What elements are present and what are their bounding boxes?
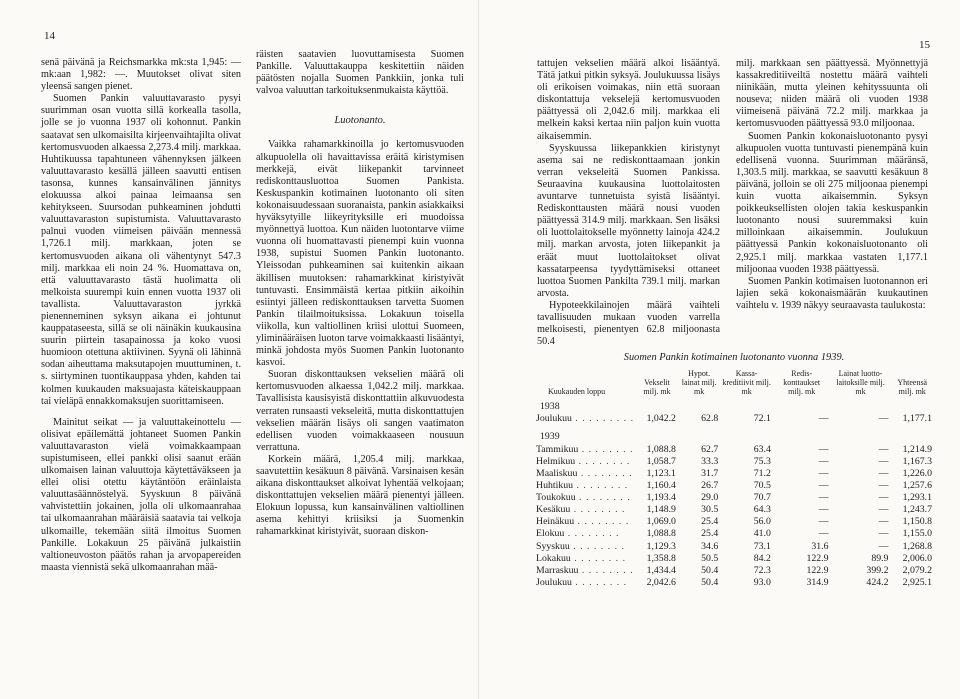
- table-row: [534, 564, 934, 576]
- paragraph: Vaikka rahamarkkinoilla jo kertomusvuoden alkupuolella oli havaittavissa eräitä kiristymisen merkkejä, eivät liikepankit tarvinneet rediskonttausluottoa Suomen Pankista. Keskuspankin kotimainen luotonanto oli siten kokonaisuudessaan suoranaista, pankin asiakkaiksi hyväksytyille liikeyrityksille eri muodoissa myönnettyä luottoa. Kun näiden luotontarve viime vuonna oli huomattavasti pienempi kuin vuonna 1938, supistui Suomen Pankin luotonanto. Yleissodan puhkeaminen sai kuitenkin aikaan äkillisen muutoksen: rahamarkkinat kiristyivät tuntuvasti. Ensimmäistä kertaa pitkiin aikoihin esiintyi jälleen rediskonttauksen tarvetta Suomen Pankin tilailmoituksissa. Lokakuun toisella viikolla, kun valtiollinen kriisi ulottui Suomeen, yliminääräisen luoton tarve voimakkaasti lisääntyi, minkä johdosta myös Suomen Pankin luotonanto kasvoi.: [256, 139, 464, 369]
- leader-dots: . . . . . . . .: [570, 552, 627, 564]
- page-number-left: 14: [44, 30, 55, 42]
- cell-mortgage: 25.4: [701, 516, 719, 528]
- credit-table: [534, 369, 934, 588]
- month-label: Joulukuu: [536, 413, 572, 425]
- table-caption: Suomen Pankin kotimainen luotonanto vuonna 1939.: [623, 352, 845, 363]
- paragraph: räisten saatavien luovuttamisesta Suomen Pankille. Valuuttakauppa keskitettiin näiden päätösten nojalla Suomen Pankkiin, jonka tuli valvoa valuuttan tarkoituksenmukaista käyttöä.: [256, 49, 464, 97]
- cell-cash-credits: 70.5: [753, 480, 771, 492]
- cell-bills: 1,069.0: [646, 516, 676, 528]
- cell-rediscounts: —: [818, 468, 829, 480]
- table-row: [534, 504, 934, 516]
- cell-rediscounts: —: [818, 443, 829, 455]
- cell-loans: —: [878, 540, 889, 552]
- text-column-1: [41, 57, 241, 574]
- header-loans: Lainat luotto-laitoksille milj. mk: [836, 369, 885, 396]
- cell-rediscounts: —: [818, 480, 829, 492]
- paragraph: tattujen vekselien määrä alkoi lisääntyä. Tätä jatkui pitkin syksyä. Joulukuussa lisäys oli erikoisen voimakas, niin että suoraan diskontattuja vekselejä kertomusvuoden päättyessä oli 2,042.6 milj. markkaa eli melkein kaksi kertaa niin paljon kuin vuotta aikaisemmin.: [537, 58, 720, 142]
- table-row: [534, 528, 934, 540]
- cell-rediscounts: 122.9: [806, 564, 829, 576]
- paragraph: Suomen Pankin valuuttavarasto pysyi suurimman osan vuotta sillä korkealla tasolla, jolle se jo vuonna 1937 oli kohonnut. Pankin saatavat sen ulkomaisilta kirjeenvaihtajilta olivat kertomusvuoden alkaessa 2,273.4 milj. markkaa. Huhtikuussa tapahtuneen vähennyksen jälkeen valuuttavarasto kesällä jälleen saavutti entisen tasonsa, kunnes kansainvälinen jännitys elokuussa alkoi painaa leimaansa sen kehitykseen. Suursodan puhkeaminen johdutti valuuttavaraston supistumista. Valuuttavarasto palnui vuoden viimeisen päivään mennessä 1,726.1 milj. markkaan, joten se kertomusvuoden aikana oli vähentynyt 547.3 milj. markkaa eli noin 24 %. Huomattava on, että valuuttavarasto tästä huolimatta oli melkoista suurempi kuin ennen vuotta 1937 oli tavallista. Valuuttavaraston jyrkkä pienenneminen syksyn aikana ei johtunut kauppataseesta, sillä se oli näinäkin kuukausina suurin piirtein tasapainossa ja koko vuosi huomioon otettuna aktiivinen. Syynä oli lähinnä sodan aiheuttama maksutapojen muuttuminen, t. s. siirtyminen tuontikauppasa yhden, kahden tai kolmen kuukauden maksuajasta käteiskauppaan tai vieläpä ennakkomaksujen suorittamiseen.: [41, 93, 241, 407]
- cell-loans: 399.2: [866, 564, 889, 576]
- cell-total: 2,006.0: [902, 552, 932, 564]
- cell-mortgage: 62.8: [701, 413, 719, 425]
- cell-month: [534, 540, 636, 552]
- month-label: Joulukuu: [536, 576, 572, 588]
- leader-dots: . . . . . . . .: [577, 468, 633, 480]
- cell-month: [534, 528, 636, 540]
- cell-loans: —: [878, 504, 889, 516]
- month-label: Huhtikuu: [536, 480, 574, 492]
- month-label: Lokakuu: [536, 552, 571, 564]
- leader-dots: . . . . . . . .: [578, 443, 634, 455]
- year-label: 1938: [540, 400, 560, 412]
- cell-bills: 1,129.3: [646, 540, 676, 552]
- cell-total: 1,214.9: [902, 443, 932, 455]
- cell-bills: 1,148.9: [646, 504, 676, 516]
- paragraph: Suoran diskonttauksen vekselien määrä oli kertomusvuoden alkaessa 1,042.2 milj. markkaa. Tavallisista kausisyistä diskonttattiin alkuvuodesta verraten runsaasti vekseleitä, mutta diskonttattujen vekselien määrän lisäys oli sangen vaatimaton edellisen vuoden voimakkaaseen nousuun verrattuna.: [256, 369, 464, 453]
- cell-total: 1,226.0: [902, 468, 932, 480]
- text-column-2: [256, 49, 464, 539]
- cell-mortgage: 50.5: [701, 552, 719, 564]
- cell-total: 1,257.6: [902, 480, 932, 492]
- table-row: [534, 443, 934, 455]
- table-row: [534, 455, 934, 467]
- header-cash-credits: Kassa-kreditiivit milj. mk: [722, 369, 771, 396]
- cell-month: [534, 455, 636, 467]
- cell-mortgage: 26.7: [701, 480, 719, 492]
- leader-dots: . . . . . . . .: [574, 516, 630, 528]
- cell-mortgage: 29.0: [701, 492, 719, 504]
- cell-rediscounts: 31.6: [811, 540, 829, 552]
- month-label: Toukokuu: [536, 492, 576, 504]
- cell-cash-credits: 73.1: [753, 540, 771, 552]
- paragraph: Mainitut seikat — ja valuuttakeinottelu — olisivat epäilemättä johtaneet Suomen Pankin valuuttavaraston vielä voimakkaampaan supistumiseen, ellei pankki olisi saanut erään ulkomaisen lainan valuuttoja käytettäväkseen ja ellei olisi otettu käytäntöön eräinlaista valuuttasäännöstelyä. Syyskuun 8 päivänä vahvistettiin jokainen, jolla oli ulkomaanrahaa tai ulkomaanrahan määräisiä saatavia tai velkoja ulkomaille, tekemään siitä ilmoitus Suomen Pankille. Lokakuun 25 päivänä julkaistiin valtioneuvoston päätös rahan ja arvopapereiden maasta viennistä sekä ulkomaanrahan mää-: [41, 416, 241, 573]
- leader-dots: . . . . . . . .: [571, 576, 628, 588]
- paragraph: senä päivänä ja Reichsmarkka mk:sta 1,945: — mk:aan 1,982: —. Muutokset olivat siten yleensä sangen pienet.: [41, 57, 241, 93]
- paragraph: milj. markkaan sen päättyessä. Myönnettyjä kassakreditiiveiltä nostettu määrä vaihteli niinikään, mutta yleinen kehityssuunta oli nouseva; niiden määrä oli vuoden 1938 viimeisenä päivänä 72.2 milj. markkaa ja kertomusvuoden päättyessä 93.0 miljoonaa.: [736, 58, 928, 130]
- cell-rediscounts: —: [818, 528, 829, 540]
- cell-total: 2,925.1: [902, 576, 932, 588]
- month-label: Marraskuu: [536, 564, 579, 576]
- cell-month: [534, 480, 636, 492]
- header-mortgage: Hypot. lainat milj. mk: [681, 369, 717, 396]
- cell-total: 1,177.1: [902, 413, 932, 425]
- page-number-right: 15: [919, 39, 930, 51]
- cell-total: 1,293.1: [902, 492, 932, 504]
- table-body: [534, 400, 934, 588]
- cell-bills: 1,434.4: [646, 564, 676, 576]
- header-rediscounts: Redis-konttaukset milj. mk: [783, 369, 821, 396]
- leader-dots: . . . . . . . .: [564, 528, 620, 540]
- leader-dots: . . . . . . . . .: [571, 413, 635, 425]
- header-month: Kuukauden loppu: [548, 387, 606, 396]
- leader-dots: . . . . . . . .: [575, 455, 631, 467]
- cell-month: [534, 576, 636, 588]
- cell-loans: —: [878, 528, 889, 540]
- cell-loans: 89.9: [871, 552, 889, 564]
- table-row: [534, 540, 934, 552]
- cell-month: [534, 492, 636, 504]
- paragraph: Suomen Pankin kotimaisen luotonannon eri lajien sekä kokonaismäärän kuukautinen vaihtelu v. 1939 näkyy seuraavasta taulukosta:: [736, 275, 928, 311]
- cell-rediscounts: —: [818, 516, 829, 528]
- cell-month: [534, 552, 636, 564]
- month-label: Syyskuu: [536, 540, 570, 552]
- header-bills: Vekselit milj. mk: [643, 378, 671, 396]
- table-row: [534, 413, 934, 425]
- paragraph: Korkein määrä, 1,205.4 milj. markkaa, saavutettiin kesäkuun 8 päivänä. Varsinaisen kesän aikana diskonttaukset alkoivat lyhentää velkojaan; diskonttattujen vekselien määrä pienentyi jälleen. Elokuun lopussa, kun kansainvälinen valtiollinen asema kehittyi kriisiksi ja Suomenkin rahamarkkinat kiristyivät, suoraan diskon-: [256, 453, 464, 538]
- cell-loans: —: [878, 443, 889, 455]
- year-row: [534, 431, 934, 444]
- month-label: Heinäkuu: [536, 516, 575, 528]
- table-header-row: [534, 369, 934, 400]
- cell-loans: —: [878, 492, 889, 504]
- year-row: [534, 400, 934, 413]
- paragraph: Suomen Pankin kokonaisluotonanto pysyi alkupuolen vuotta tuntuvasti pienempänä kuin edellisenä vuonna. Suurimman määränsä, 1,303.5 milj. markkaa, se saavutti kesäkuun 8 päivänä, jolloin se oli 275 miljoonaa pienempi kuin vuotta aikaisemmin. Syksyn poikkeuksellisten olojen takia keskuspankin luotonanto nousi suuremmaksi kuin milloinkaan aikaisemmin. Joulukuun päättyessä Pankin kokonaisluotonanto oli 2,925.1 milj. markkaa vastaten 1,177.1 miljoonaa vuoden 1938 päättyessä.: [736, 130, 928, 275]
- cell-mortgage: 50.4: [701, 564, 719, 576]
- paragraph: Syyskuussa liikepankkien kiristynyt asema sai ne rediskonttaamaan jonkin verran vekseleitä Suomen Pankissa. Seuraavina kuukausina luottolaitosten avuntarve tunnetuista syistä lisääntyi. Rediskonttausten määrä nousi vuoden päättyessä 314.9 milj. markkaan. Sen lisäksi oli luottolaitokselle myönnetty lainoja 424.2 milj. markan arvosta, joten liikepankit ja eräät muut luottolaitokset olivat kassatarpeensa tyydyttämiseksi ottaneet luottoa Suomen Pankilta 739.1 milj. markan arvosta.: [537, 142, 720, 299]
- text-column-3: [537, 58, 720, 348]
- cell-cash-credits: 64.3: [753, 504, 771, 516]
- cell-total: 1,155.0: [902, 528, 932, 540]
- cell-cash-credits: 70.7: [753, 492, 771, 504]
- cell-mortgage: 34.6: [701, 540, 719, 552]
- leader-dots: . . . . . . . .: [569, 540, 625, 552]
- month-label: Helmikuu: [536, 455, 576, 467]
- leader-dots: . . . . . . . .: [570, 504, 626, 516]
- cell-bills: 1,088.8: [646, 443, 676, 455]
- cell-loans: —: [878, 480, 889, 492]
- cell-month: [534, 516, 636, 528]
- cell-loans: —: [878, 468, 889, 480]
- text-column-4: [736, 58, 928, 312]
- section-heading: Luotonanto.: [334, 115, 386, 127]
- table-row: [534, 467, 934, 479]
- cell-cash-credits: 63.4: [753, 443, 771, 455]
- cell-cash-credits: 72.1: [753, 413, 771, 425]
- cell-cash-credits: 72.3: [753, 564, 771, 576]
- cell-total: 2,079.2: [902, 564, 932, 576]
- table-row: [534, 552, 934, 564]
- cell-loans: 424.2: [866, 576, 889, 588]
- cell-bills: 1,193.4: [646, 492, 676, 504]
- cell-loans: —: [878, 413, 889, 425]
- cell-month: [534, 443, 636, 455]
- cell-mortgage: 25.4: [701, 528, 719, 540]
- cell-month: [534, 413, 636, 425]
- cell-month: [534, 504, 636, 516]
- cell-total: 1,167.3: [902, 455, 932, 467]
- cell-bills: 1,088.8: [646, 528, 676, 540]
- table-row: [534, 516, 934, 528]
- cell-mortgage: 62.7: [701, 443, 719, 455]
- cell-total: 1,150.8: [902, 516, 932, 528]
- leader-dots: . . . . . . . .: [575, 492, 631, 504]
- cell-cash-credits: 93.0: [753, 576, 771, 588]
- cell-rediscounts: —: [818, 455, 829, 467]
- cell-cash-credits: 56.0: [753, 516, 771, 528]
- cell-bills: 1,358.8: [646, 552, 676, 564]
- cell-mortgage: 33.3: [701, 455, 719, 467]
- header-total: Yhteensä milj. mk: [897, 378, 928, 396]
- cell-bills: 2,042.6: [646, 576, 676, 588]
- cell-cash-credits: 75.3: [753, 455, 771, 467]
- cell-mortgage: 50.4: [701, 576, 719, 588]
- leader-dots: . . . . . . . .: [578, 564, 634, 576]
- cell-total: 1,243.7: [902, 504, 932, 516]
- cell-mortgage: 31.7: [701, 468, 719, 480]
- paragraph: Hypoteekkilainojen määrä vaihteli tavallisuuden mukaan vuoden varrella melkoisesti, pienentyen 62.8 miljoonasta 50.4: [537, 299, 720, 348]
- month-label: Maaliskuu: [536, 468, 578, 480]
- cell-cash-credits: 71.2: [753, 468, 771, 480]
- cell-cash-credits: 84.2: [753, 552, 771, 564]
- table-row: [534, 480, 934, 492]
- cell-bills: 1,042.2: [646, 413, 676, 425]
- cell-bills: 1,058.7: [646, 455, 676, 467]
- cell-month: [534, 564, 636, 576]
- leader-dots: . . . . . . . .: [573, 480, 629, 492]
- cell-bills: 1,123.1: [646, 468, 676, 480]
- cell-rediscounts: —: [818, 504, 829, 516]
- table-row: [534, 576, 934, 588]
- cell-total: 1,268.8: [902, 540, 932, 552]
- cell-bills: 1,160.4: [646, 480, 676, 492]
- cell-rediscounts: 122.9: [806, 552, 829, 564]
- year-label: 1939: [540, 431, 560, 443]
- cell-loans: —: [878, 516, 889, 528]
- month-label: Elokuu: [536, 528, 565, 540]
- cell-month: [534, 467, 636, 479]
- left-page: [0, 0, 479, 699]
- cell-cash-credits: 41.0: [753, 528, 771, 540]
- table-row: [534, 492, 934, 504]
- cell-rediscounts: —: [818, 413, 829, 425]
- cell-rediscounts: —: [818, 492, 829, 504]
- month-label: Tammikuu: [536, 443, 579, 455]
- credit-table-block: [534, 352, 934, 588]
- cell-loans: —: [878, 455, 889, 467]
- month-label: Kesäkuu: [536, 504, 571, 516]
- cell-rediscounts: 314.9: [806, 576, 829, 588]
- cell-mortgage: 30.5: [701, 504, 719, 516]
